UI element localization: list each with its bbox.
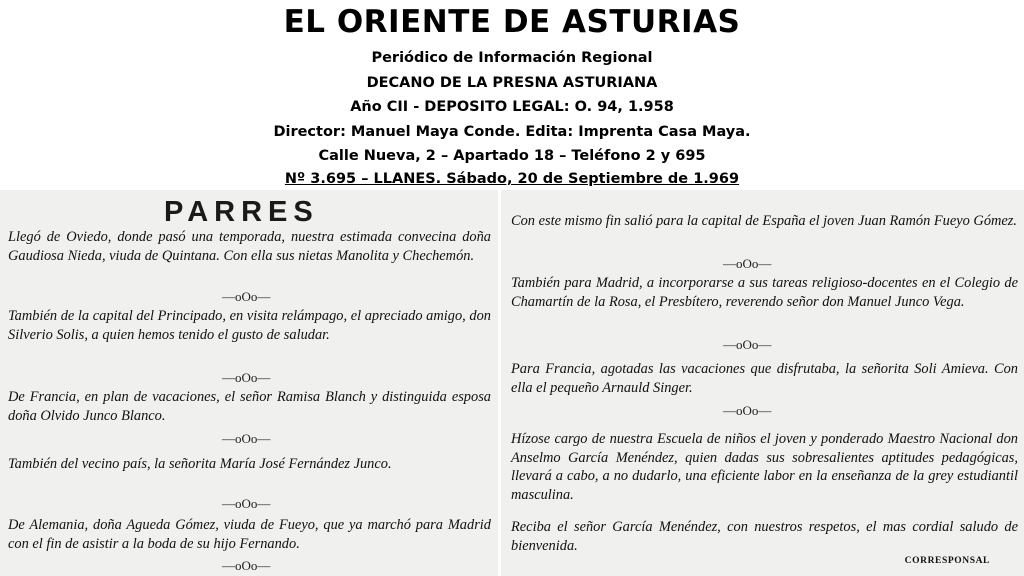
article-heading: PARRES — [164, 196, 319, 228]
left-paragraph-4: También del vecino país, la señorita María José Fernández Junco. — [8, 456, 392, 472]
separator: —oOo— — [723, 256, 772, 271]
left-paragraph-3: De Francia, en plan de vacaciones, el señor Ramisa Blanch y distinguida esposa doña Olvido Junco Blanco. — [8, 389, 491, 424]
right-paragraph-3: Para Francia, agotadas las vacaciones que disfrutaba, la señorita Soli Amieva. Con ella el pequeño Arnauld Singer. — [511, 361, 1018, 396]
article-column-left — [0, 190, 498, 576]
left-paragraph-1: Llegó de Oviedo, donde pasó una temporada, nuestra estimada convecina doña Gaudiosa Nieda, viuda de Quintana. Con ella sus nietas Manolita y Chechemón. — [8, 229, 491, 264]
issue-text: Nº 3.695 – LLANES. Sábado, 20 de Septiembre de 1.969 — [284, 171, 740, 187]
right-paragraph-2: También para Madrid, a incorporarse a sus tareas religioso-docentes en el Colegio de Chamartín de la Rosa, el Presbítero, reverendo señor don Manuel Junco Vega. — [511, 275, 1018, 310]
separator: —oOo— — [222, 289, 271, 304]
address-line: Calle Nueva, 2 – Apartado 18 – Teléfono 2 y 695 — [318, 148, 706, 164]
issue-line — [0, 171, 1024, 187]
newspaper-title: EL ORIENTE DE ASTURIAS — [283, 4, 741, 40]
left-paragraph-2: También de la capital del Principado, en visita relámpago, el apreciado amigo, don Silverio Solis, a quien hemos tenido el gusto de saludar. — [8, 308, 491, 343]
masthead — [0, 0, 1024, 190]
article-column-right — [501, 190, 1024, 576]
newspaper-subtitle: Periódico de Información Regional — [371, 50, 653, 66]
legal-deposit: Año CII - DEPOSITO LEGAL: O. 94, 1.958 — [350, 99, 674, 115]
separator: —oOo— — [222, 431, 271, 446]
newspaper-decano: DECANO DE LA PRESNA ASTURIANA — [366, 75, 658, 91]
article-signature: CORRESPONSAL — [904, 556, 990, 566]
right-paragraph-4: Hízose cargo de nuestra Escuela de niños el joven y ponderado Maestro Nacional don Anselmo García Menéndez, quien dadas sus sobresalientes aptitudes pedagógicas, llevará a cabo, a no dudarlo, una eficiente labor en la enseñanza de la grey estudiantil masculina. — [511, 431, 1018, 503]
separator: —oOo— — [723, 337, 772, 352]
separator: —oOo— — [222, 496, 271, 511]
separator: —oOo— — [222, 370, 271, 385]
separator: —oOo— — [222, 558, 271, 573]
right-paragraph-1: Con este mismo fin salió para la capital de España el joven Juan Ramón Fueyo Gómez. — [511, 213, 1017, 229]
separator: —oOo— — [723, 403, 772, 418]
left-paragraph-5: De Alemania, doña Agueda Gómez, viuda de Fueyo, que ya marchó para Madrid con el fin de asistir a la boda de su hijo Fernando. — [8, 517, 491, 552]
right-paragraph-5: Reciba el señor García Menéndez, con nuestros respetos, el mas cordial saludo de bienvenida. — [511, 519, 1018, 554]
director-line: Director: Manuel Maya Conde. Edita: Imprenta Casa Maya. — [273, 124, 751, 140]
